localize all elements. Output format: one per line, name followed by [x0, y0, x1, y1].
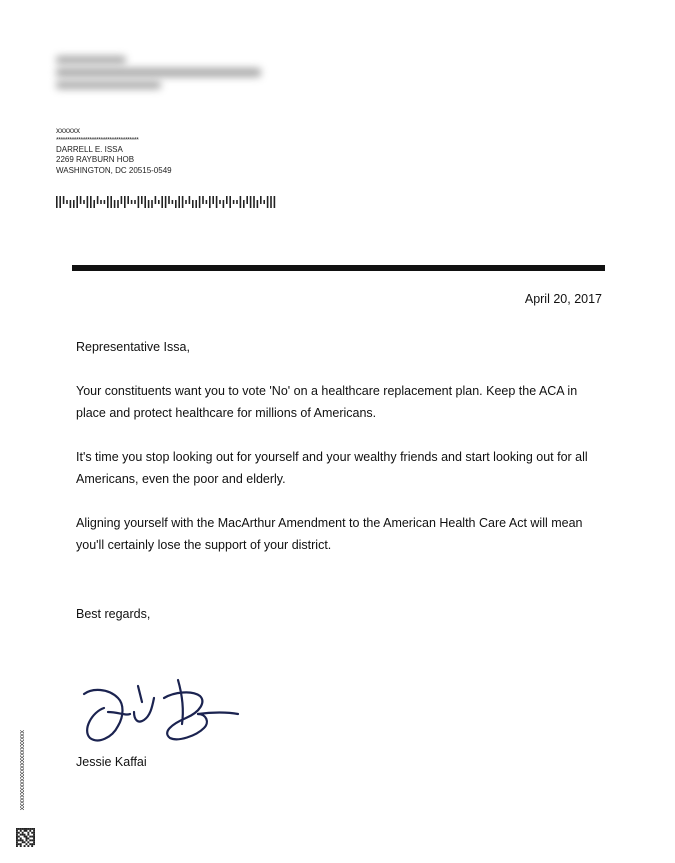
- paragraph-3: Aligning yourself with the MacArthur Amendment to the American Health Care Act will mean you'll certainly lose the support of your district.: [76, 516, 583, 552]
- recipient-name: DARRELL E. ISSA: [56, 144, 123, 154]
- stars-line: *************************************: [56, 136, 139, 144]
- recipient-address-block: [56, 126, 172, 176]
- side-code-text: xxxxxxxxxxxxxxxxxxxxxxxxx: [18, 730, 25, 811]
- closing: Best regards,: [76, 607, 151, 621]
- blurred-sender-address: [52, 52, 272, 97]
- paragraph-2: It's time you stop looking out for yourself and your wealthy friends and start looking out for all Americans, even the poor and elderly.: [76, 450, 588, 486]
- recipient-street: 2269 RAYBURN HOB: [56, 155, 135, 164]
- signer-name: Jessie Kaffai: [76, 755, 147, 769]
- side-tracking-code: [14, 730, 26, 811]
- paragraph-1: Your constituents want you to vote 'No' on a healthcare replacement plan. Keep the ACA in place and protect healthcare for millions of Americans.: [76, 384, 578, 420]
- header-rule: [72, 265, 605, 271]
- recipient-city: WASHINGTON, DC 20515-0549: [56, 165, 172, 175]
- letter-body: [76, 336, 606, 578]
- letter-date: April 20, 2017: [524, 292, 602, 306]
- datamatrix-code: [16, 828, 35, 847]
- signature-image: [78, 672, 248, 752]
- postal-barcode: [56, 196, 281, 208]
- sender-code: xxxxxx: [56, 126, 80, 135]
- salutation: Representative Issa,: [76, 340, 190, 354]
